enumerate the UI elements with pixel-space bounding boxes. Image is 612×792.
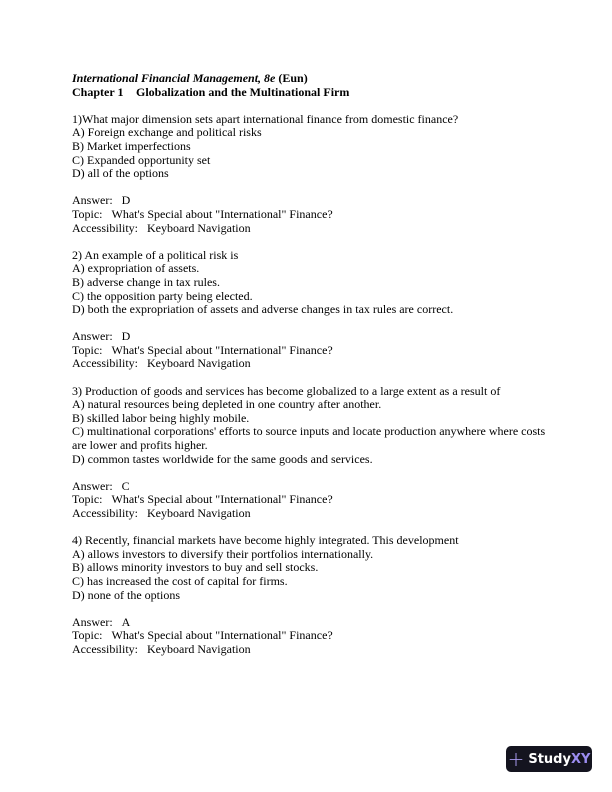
accessibility-line: Accessibility: Keyboard Navigation	[72, 356, 251, 371]
answer-option: D) both the expropriation of assets and adverse changes in tax rules are correct.	[72, 302, 454, 317]
answer-option: A) Foreign exchange and political risks	[72, 125, 262, 140]
topic-value: What's Special about "International" Finance?	[111, 492, 333, 507]
accessibility-value: Keyboard Navigation	[147, 641, 251, 656]
accessibility-value: Keyboard Navigation	[147, 506, 251, 520]
answer-option: A) expropriation of assets.	[72, 261, 200, 276]
accessibility-line: Accessibility: Keyboard Navigation	[72, 220, 251, 235]
document-page	[72, 72, 546, 670]
logo-accent: XY	[570, 751, 591, 767]
logo-text: Study	[528, 751, 571, 767]
studyxy-logo	[506, 746, 592, 772]
answer-option: D) all of the options	[72, 166, 169, 181]
question-block	[72, 113, 546, 249]
book-title-line	[72, 72, 546, 86]
question-block	[72, 534, 546, 670]
answer-line: Answer: D	[72, 193, 131, 208]
answer-option: B) Market imperfections	[72, 138, 191, 153]
question-stem: 1)What major dimension sets apart international finance from domestic finance?	[72, 111, 459, 126]
answer-option: C) has increased the cost of capital for firms.	[72, 573, 288, 588]
topic-line: Topic: What's Special about "International" Finance?	[72, 628, 333, 643]
question-list	[72, 113, 546, 670]
answer-option: D) common tastes worldwide for the same goods and services.	[72, 451, 373, 466]
chapter-label: Chapter 1	[72, 84, 124, 99]
answer-option: C) Expanded opportunity set	[72, 152, 211, 167]
topic-value: What's Special about "International" Finance?	[111, 342, 333, 357]
topic-line: Topic: What's Special about "International" Finance?	[72, 342, 333, 357]
question-stem: 2) An example of a political risk is	[72, 247, 239, 262]
accessibility-line: Accessibility: Keyboard Navigation	[72, 506, 251, 520]
answer-option: A) allows investors to diversify their portfolios internationally.	[72, 546, 374, 561]
chapter-line	[72, 86, 546, 100]
topic-line: Topic: What's Special about "International" Finance?	[72, 492, 333, 507]
answer-option: B) allows minority investors to buy and sell stocks.	[72, 560, 319, 575]
answer-option: D) none of the options	[72, 587, 180, 602]
topic-value: What's Special about "International" Finance?	[111, 206, 333, 221]
chapter-title: Globalization and the Multinational Firm	[136, 84, 350, 99]
question-block	[72, 249, 546, 385]
topic-value: What's Special about "International" Finance?	[111, 628, 333, 643]
question-stem: 3) Production of goods and services has become globalized to a large extent as a result of	[72, 383, 501, 398]
accessibility-value: Keyboard Navigation	[147, 220, 251, 235]
answer-value: D	[121, 193, 131, 208]
answer-option: C) the opposition party being elected.	[72, 288, 253, 303]
author: (Eun)	[278, 71, 308, 85]
book-title: International Financial Management, 8e	[72, 71, 276, 85]
answer-line: Answer: C	[72, 478, 130, 493]
answer-value: C	[121, 478, 130, 493]
accessibility-value: Keyboard Navigation	[147, 356, 251, 371]
question-block	[72, 385, 546, 535]
answer-value: A	[121, 614, 131, 629]
answer-line: Answer: D	[72, 329, 131, 344]
plus-icon: +	[507, 747, 525, 771]
topic-line: Topic: What's Special about "International" Finance?	[72, 206, 333, 221]
answer-option: A) natural resources being depleted in one country after another.	[72, 397, 382, 412]
answer-option: B) skilled labor being highly mobile.	[72, 410, 250, 425]
accessibility-line: Accessibility: Keyboard Navigation	[72, 641, 251, 656]
answer-option: B) adverse change in tax rules.	[72, 274, 220, 289]
answer-line: Answer: A	[72, 614, 131, 629]
question-stem: 4) Recently, financial markets have become highly integrated. This development	[72, 533, 459, 548]
answer-value: D	[121, 329, 131, 344]
answer-option: C) multinational corporations' efforts to source inputs and locate production anywhere where costs are lower and profits higher.	[72, 424, 546, 453]
